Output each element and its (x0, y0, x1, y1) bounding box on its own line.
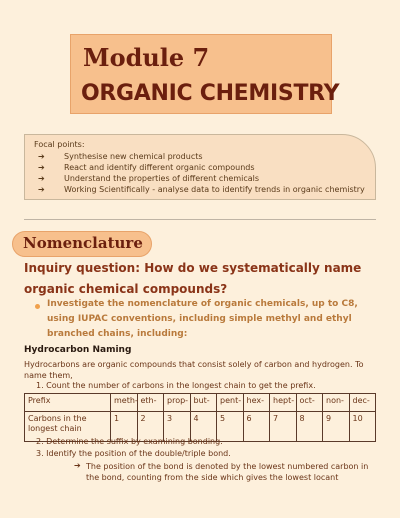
table-cell: 4 (190, 412, 217, 442)
bullet-icon (35, 304, 40, 309)
section-label-pill (12, 231, 152, 257)
prefix-table (24, 393, 376, 442)
arrow-icon: ➔ (38, 185, 45, 194)
table-cell: pent- (217, 394, 244, 412)
section-label: Nomenclature (23, 234, 143, 252)
list-item: ➔ Understand the properties of different chemicals (34, 173, 365, 184)
focal-points-title: Focal points: (34, 140, 85, 149)
list-item: ➔ Synthesise new chemical products (34, 151, 365, 162)
table-header-cell: Carbons in the longest chain (25, 412, 111, 442)
table-cell: 3 (164, 412, 191, 442)
subsection-heading: Hydrocarbon Naming (24, 345, 132, 355)
table-header-cell: Prefix (25, 394, 111, 412)
arrow-icon: ➔ (74, 461, 81, 470)
section-divider (24, 219, 376, 220)
sub-point: The position of the bond is denoted by the lowest numbered carbon in the bond, counting from the side which gives the lowest locant (86, 462, 369, 482)
list-item: ➔ React and identify different organic compounds (34, 162, 365, 173)
table-cell: 1 (111, 412, 138, 442)
step-2: 2. Determine the suffix by examining bonding. (36, 437, 223, 446)
table-cell: hept- (270, 394, 297, 412)
table-cell: 8 (296, 412, 323, 442)
table-cell: but- (190, 394, 217, 412)
syllabus-point: Investigate the nomenclature of organic chemicals, up to C8, using IUPAC conventions, including simple methyl and ethyl branched chains, including: (47, 299, 358, 339)
table-row (25, 394, 376, 412)
table-cell: 7 (270, 412, 297, 442)
table-cell: hex- (243, 394, 270, 412)
arrow-icon: ➔ (38, 163, 45, 172)
table-cell: 6 (243, 412, 270, 442)
step-1: 1. Count the number of carbons in the longest chain to get the prefix. (36, 381, 316, 390)
table-cell: non- (323, 394, 350, 412)
module-title-box (70, 34, 340, 114)
arrow-icon: ➔ (38, 174, 45, 183)
module-subject: ORGANIC CHEMISTRY (81, 81, 340, 106)
arrow-icon: ➔ (38, 152, 45, 161)
table-cell: dec- (349, 394, 376, 412)
list-item: ➔ Working Scientifically - analyse data to identify trends in organic chemistry (34, 184, 365, 195)
inquiry-question: Inquiry question: How do we systematically name organic chemical compounds? (24, 261, 362, 296)
intro-paragraph: Hydrocarbons are organic compounds that consist solely of carbon and hydrogen. To name them, (24, 360, 364, 380)
table-cell: meth- (111, 394, 138, 412)
table-cell: oct- (296, 394, 323, 412)
table-cell: eth- (137, 394, 164, 412)
table-cell: 2 (137, 412, 164, 442)
table-cell: prop- (164, 394, 191, 412)
step-3: 3. Identify the position of the double/triple bond. (36, 449, 231, 458)
module-number: Module 7 (83, 43, 210, 72)
focal-points-box (24, 134, 376, 200)
focal-points-list (34, 151, 365, 195)
table-cell: 5 (217, 412, 244, 442)
table-cell: 9 (323, 412, 350, 442)
table-cell: 10 (349, 412, 376, 442)
